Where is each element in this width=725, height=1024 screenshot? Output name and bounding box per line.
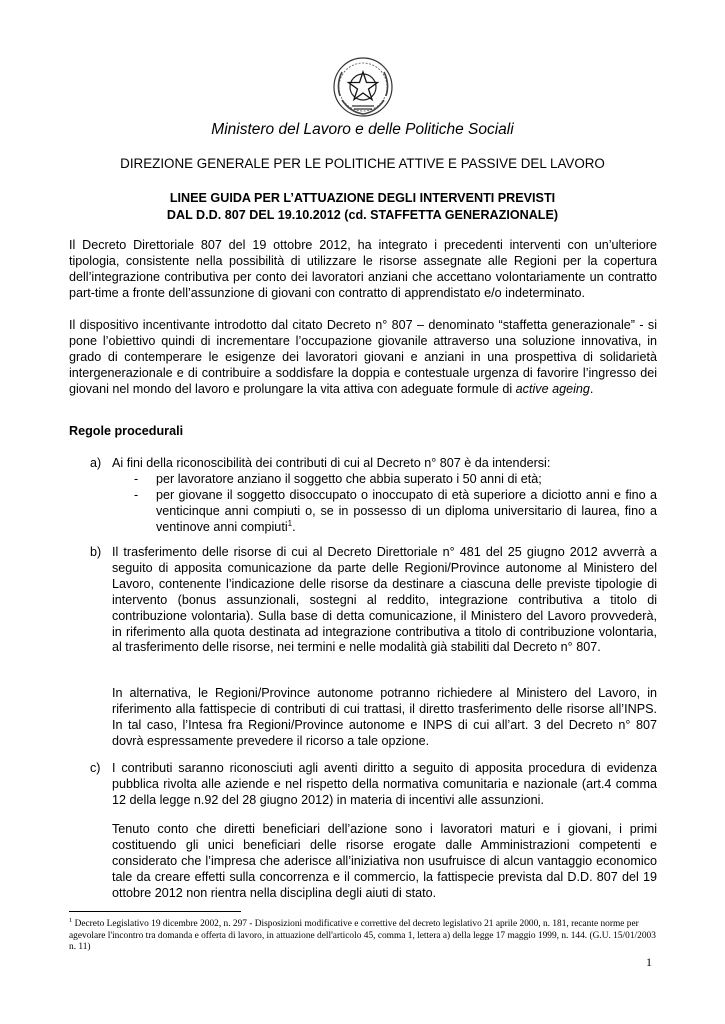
list-item-a: [90, 456, 657, 536]
sub-item-young-worker: [112, 488, 657, 536]
document-title-line-2: DAL D.D. 807 DEL 19.10.2012 (cd. STAFFETTA GENERAZIONALE): [166, 208, 559, 222]
sub-item-text: per lavoratore anziano il soggetto che abbia superato i 50 anni di età;: [156, 471, 542, 486]
footnote-marker: 1: [69, 917, 73, 924]
section-heading: Regole procedurali: [69, 424, 184, 438]
list-item-letter: b): [90, 545, 102, 559]
list-item-b: [90, 545, 657, 656]
footnote-reference[interactable]: 1: [287, 518, 293, 528]
footnote-text: Decreto Legislativo 19 dicembre 2002, n. 297 - Disposizioni modificative e correttive del decreto legislativo 21 aprile 2000, n. 181, recante norme per agevolare l'incontro tra domanda e offerta di lavoro, in attuazione dell'articolo 45, comma 1, lettera a) della legge 17 maggio 1999, n. 144. (G.U. 15/01/2003 n. 11): [69, 919, 656, 953]
active-ageing-term: active ageing: [515, 381, 590, 396]
list-item-b-continuation: [90, 686, 657, 750]
footnote-divider: [69, 911, 241, 912]
intro-paragraph-2-text: Il dispositivo incentivante introdotto dal citato Decreto n° 807 – denominato “staffetta generazionale” - si pone l’obiettivo quindi di incrementare l’occupazione giovanile attraverso una soluzione innovativa, in grado di contemperare le esigenze dei lavoratori giovani e anziani in una prospettiva di solidarietà intergenerazionale e di contribuire a soddisfare la doppia e contestuale urgenza di favorire l’ingresso dei giovani nel mondo del lavoro e prolungare la vita attiva con adeguate formule di: [69, 318, 657, 396]
list-item-letter: a): [90, 456, 102, 470]
list-item-text: I contributi saranno riconosciuti agli aventi diritto a seguito di apposita procedura di evidenza pubblica rivolta alle aziende e nel rispetto della normativa comunitaria e nazionale (art.4 comma 12 della legge n.92 del 28 giugno 2012) in materia di incentivi alle assunzioni.: [112, 761, 657, 807]
sub-item-end: .: [292, 519, 296, 534]
list-item-text: Tenuto conto che diretti beneficiari dell’azione sono i lavoratori maturi e i giovani, i primi costituendo gli unici beneficiari delle risorse erogate dalle Amministrazioni competenti e considerato che l’impresa che aderisce all’iniziativa non usufruisce di alcun vantaggio economico tale da creare effetti sulla concorrenza e il commercio, la fattispecie prevista dal D.D. 807 del 19 ottobre 2012 non rientra nella disciplina degli aiuti di stato.: [112, 822, 657, 900]
document-title: [0, 190, 725, 224]
document-title-line-1: LINEE GUIDA PER L’ATTUAZIONE DEGLI INTERVENTI PREVISTI: [169, 191, 556, 205]
ministry-name: Ministero del Lavoro e delle Politiche Sociali: [211, 121, 514, 138]
list-item-text: Ai fini della riconoscibilità dei contributi di cui al Decreto n° 807 è da intendersi:: [112, 456, 551, 470]
list-item-text: In alternativa, le Regioni/Province autonome potranno richiedere al Ministero del Lavoro, in riferimento alla fattispecie di contributi di cui trattasi, il diretto trasferimento delle risorse all’INPS. In tal caso, l’Intesa fra Regioni/Province autonome e INPS di cui all’art. 3 del Decreto n° 807 dovrà espressamente prevedere il ricorso a tale opzione.: [112, 686, 657, 748]
list-item-c-continuation: [90, 822, 657, 902]
list-item-text: Il trasferimento delle risorse di cui al Decreto Direttoriale n° 481 del 25 giugno 2012 avverrà a seguito di apposita comunicazione da parte delle Regioni/Province autonome al Ministero del Lavoro, contenente l’indicazione delle risorse da destinare a ciascuna delle previste tipologie di intervento (bonus assunzionali, sostegni al reddito, integrazione contributiva a titolo di contribuzione volontaria). Sulla base di detta comunicazione, il Ministero del Lavoro provvederà, in riferimento alla quota destinata ad integrazione contributiva a titolo di contribuzione volontaria, al trasferimento delle risorse, nei termini e nelle modalità già stabiliti dal Decreto n° 807.: [112, 545, 657, 655]
page-number: 1: [646, 955, 652, 969]
footnote: [69, 915, 659, 954]
intro-paragraph-2-end: .: [589, 381, 594, 396]
dash-bullet: -: [134, 471, 139, 486]
intro-paragraph-1: Il Decreto Direttoriale 807 del 19 ottobre 2012, ha integrato i precedenti interventi con un’ulteriore tipologia, consistente nella possibilità di utilizzare le risorse assegnate alle Regioni per la copertura dell’integrazione contributiva per conto dei lavoratori anziani che accettano volontariamente un contratto part-time a fronte dell’assunzione di giovani con contratto di apprendistato e/o indeterminato.: [69, 238, 657, 300]
dash-bullet: -: [134, 487, 139, 502]
italian-republic-emblem-icon: [332, 56, 394, 118]
sub-item-elderly-worker: [112, 472, 657, 488]
intro-paragraph-2: [69, 318, 657, 398]
list-item-letter: c): [90, 761, 101, 775]
directorate-name: DIREZIONE GENERALE PER LE POLITICHE ATTIVE E PASSIVE DEL LAVORO: [120, 156, 605, 171]
list-item-c: [90, 761, 657, 809]
sub-item-text: per giovane il soggetto disoccupato o inoccupato di età superiore a diciotto anni e fino a venticinque anni compiuti o, se in possesso di un diploma universitario di laurea, fino a ventinove anni compiuti: [156, 487, 657, 534]
